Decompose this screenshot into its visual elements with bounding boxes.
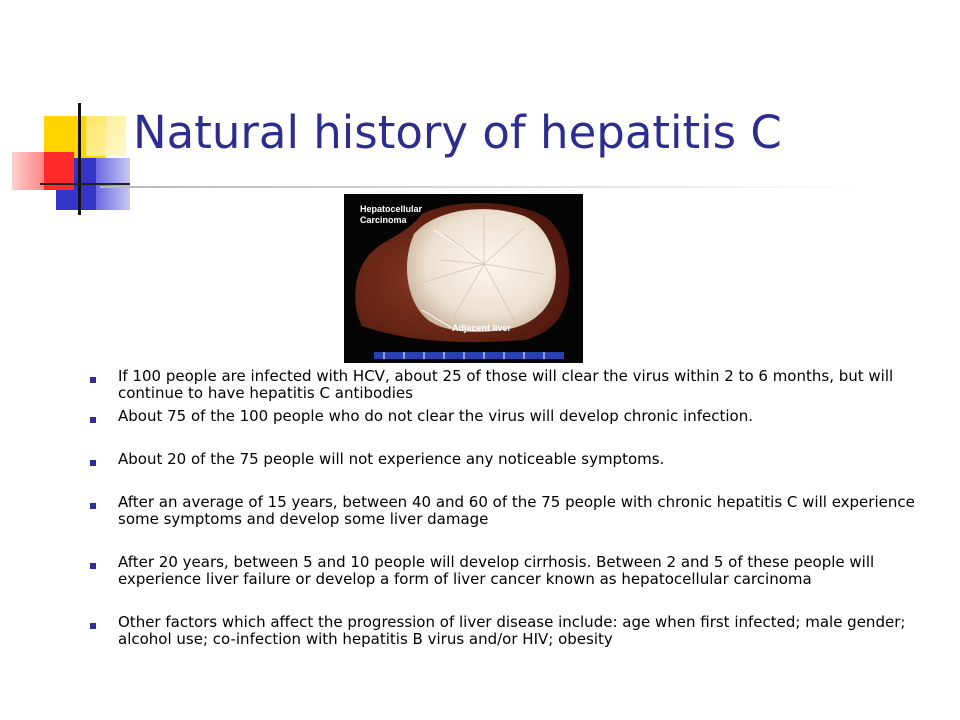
bullet-text: About 75 of the 100 people who do not clear the virus will develop chronic infection. [118, 407, 753, 425]
label-adjacent-liver: Adjacent liver [452, 323, 512, 333]
bullet-item [90, 451, 930, 468]
square-bullet-icon [90, 417, 96, 423]
vertical-rule [78, 103, 81, 215]
bullet-list [90, 368, 930, 648]
bullet-item [90, 408, 930, 425]
bullet-text: About 20 of the 75 people will not experience any noticeable symptoms. [118, 450, 665, 468]
horizontal-rule [40, 183, 130, 185]
label-hepatocellular: Hepatocellular [360, 204, 423, 214]
yellow-highlight [86, 116, 126, 156]
scale-ruler [374, 352, 564, 359]
square-bullet-icon [90, 503, 96, 509]
bullet-text: If 100 people are infected with HCV, about 25 of those will clear the virus within 2 to 6 months, but will continue to have hepatitis C antibodies [118, 367, 894, 402]
bullet-item [90, 614, 930, 648]
liver-tumor-photo [344, 194, 583, 363]
bullet-item [90, 554, 930, 588]
bullet-text: Other factors which affect the progression of liver disease include: age when first infected; male gender; alcohol use; co-infection with hepatitis B virus and/or HIV; obesity [118, 613, 906, 648]
bullet-item [90, 494, 930, 528]
square-bullet-icon [90, 377, 96, 383]
bullet-text: After 20 years, between 5 and 10 people will develop cirrhosis. Between 2 and 5 of these people will experience liver failure or develop a form of liver cancer known as hepatocellular carcinoma [118, 553, 875, 588]
square-bullet-icon [90, 460, 96, 466]
slide-title: Natural history of hepatitis C [133, 106, 782, 159]
label-carcinoma: Carcinoma [360, 215, 407, 225]
tumor-mass [407, 209, 556, 332]
square-bullet-icon [90, 563, 96, 569]
title-underline [100, 186, 870, 188]
bullet-text: After an average of 15 years, between 40 and 60 of the 75 people with chronic hepatitis C will experience some symptoms and develop some liver damage [118, 493, 915, 528]
square-bullet-icon [90, 623, 96, 629]
bullet-item [90, 368, 930, 402]
